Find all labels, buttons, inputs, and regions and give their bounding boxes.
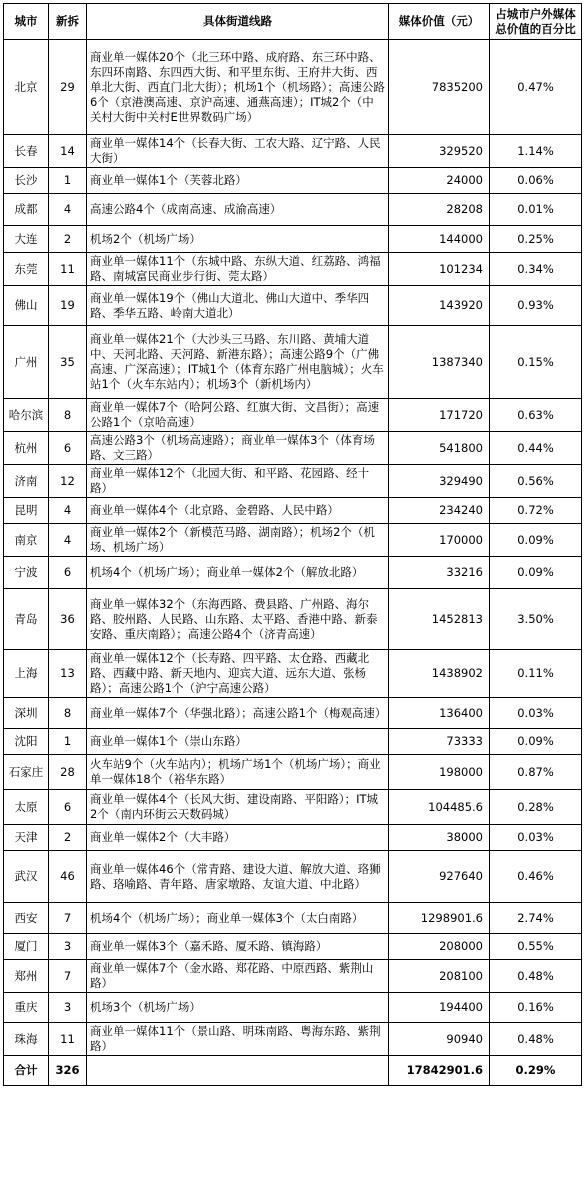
cell-count: 11 <box>49 253 87 286</box>
cell-value: 194400 <box>389 993 490 1023</box>
cell-pct: 0.11% <box>490 650 582 698</box>
cell-city: 厦门 <box>4 934 49 960</box>
cell-count: 35 <box>49 326 87 399</box>
header-row <box>4 4 582 40</box>
table-row <box>4 825 582 851</box>
cell-city: 长沙 <box>4 168 49 194</box>
cell-value: 1298901.6 <box>389 903 490 934</box>
cell-value: 136400 <box>389 698 490 729</box>
cell-pct: 0.44% <box>490 432 582 465</box>
cell-city: 宁波 <box>4 557 49 589</box>
total-cell-routes <box>87 1056 389 1086</box>
cell-count: 46 <box>49 851 87 903</box>
table-row <box>4 253 582 286</box>
table-row <box>4 135 582 168</box>
cell-count: 7 <box>49 960 87 993</box>
cell-city: 南京 <box>4 524 49 557</box>
table-row <box>4 993 582 1023</box>
cell-count: 28 <box>49 755 87 790</box>
cell-count: 3 <box>49 993 87 1023</box>
cell-count: 7 <box>49 903 87 934</box>
cell-pct: 0.87% <box>490 755 582 790</box>
table-row <box>4 790 582 825</box>
cell-routes: 商业单一媒体20个（北三环中路、成府路、东三环中路、东四环南路、东四西大街、和平里东街、王府井大街、西单北大街、西直门北大街）；机场1个（机场路）；高速公路6个（京港澳高速、京沪高速、通燕高速）；IT城2个（中关村大街中关村E世界数码广场） <box>87 40 389 135</box>
cell-pct: 0.47% <box>490 40 582 135</box>
cell-pct: 0.06% <box>490 168 582 194</box>
total-cell-count: 326 <box>49 1056 87 1086</box>
table-row <box>4 960 582 993</box>
cell-value: 1387340 <box>389 326 490 399</box>
cell-count: 3 <box>49 934 87 960</box>
cell-pct: 0.55% <box>490 934 582 960</box>
cell-city: 郑州 <box>4 960 49 993</box>
cell-city: 西安 <box>4 903 49 934</box>
cell-city: 珠海 <box>4 1023 49 1056</box>
cell-routes: 商业单一媒体12个（长寿路、四平路、太仓路、西藏北路、西藏中路、新天地内、迎宾大道、远东大道、张杨路）；高速公路1个（沪宁高速公路） <box>87 650 389 698</box>
table-row <box>4 226 582 253</box>
cell-pct: 0.28% <box>490 790 582 825</box>
cell-routes: 商业单一媒体7个（金水路、郑花路、中原西路、紫荆山路） <box>87 960 389 993</box>
cell-city: 太原 <box>4 790 49 825</box>
total-cell-pct: 0.29% <box>490 1056 582 1086</box>
header-count: 新拆 <box>49 4 87 40</box>
cell-pct: 0.56% <box>490 465 582 498</box>
cell-count: 8 <box>49 399 87 432</box>
cell-pct: 1.14% <box>490 135 582 168</box>
cell-routes: 商业单一媒体19个（佛山大道北、佛山大道中、季华四路、季华五路、岭南大道北） <box>87 286 389 326</box>
cell-pct: 0.09% <box>490 524 582 557</box>
cell-routes: 商业单一媒体1个（崇山东路） <box>87 729 389 755</box>
cell-value: 198000 <box>389 755 490 790</box>
cell-pct: 3.50% <box>490 589 582 650</box>
table-row <box>4 432 582 465</box>
cell-city: 广州 <box>4 326 49 399</box>
cell-routes: 商业单一媒体21个（大沙头三马路、东川路、黄埔大道中、天河北路、天河路、新港东路）；高速公路9个（广佛高速、广深高速）；IT城1个（体育东路广州电脑城）；火车站1个（火车东站内）；机场3个（新机场内） <box>87 326 389 399</box>
table-row <box>4 286 582 326</box>
cell-routes: 机场4个（机场广场）；商业单一媒体3个（太白南路） <box>87 903 389 934</box>
cell-city: 武汉 <box>4 851 49 903</box>
cell-routes: 机场3个（机场广场） <box>87 993 389 1023</box>
cell-city: 深圳 <box>4 698 49 729</box>
cell-value: 24000 <box>389 168 490 194</box>
cell-routes: 商业单一媒体11个（东城中路、东纵大道、红荔路、鸿福路、南城富民商业步行街、莞太路） <box>87 253 389 286</box>
cell-routes: 商业单一媒体12个（北园大街、和平路、花园路、经十路） <box>87 465 389 498</box>
cell-value: 7835200 <box>389 40 490 135</box>
cell-value: 927640 <box>389 851 490 903</box>
cell-pct: 0.01% <box>490 194 582 226</box>
table-row <box>4 698 582 729</box>
cell-pct: 0.72% <box>490 498 582 524</box>
total-cell-city: 合计 <box>4 1056 49 1086</box>
cell-value: 208100 <box>389 960 490 993</box>
cell-pct: 0.16% <box>490 993 582 1023</box>
media-table-container <box>3 3 582 1086</box>
cell-count: 29 <box>49 40 87 135</box>
cell-value: 73333 <box>389 729 490 755</box>
cell-pct: 0.25% <box>490 226 582 253</box>
cell-value: 541800 <box>389 432 490 465</box>
table-row <box>4 465 582 498</box>
cell-city: 石家庄 <box>4 755 49 790</box>
cell-routes: 商业单一媒体7个（哈阿公路、红旗大街、文昌街）；高速公路1个（京哈高速） <box>87 399 389 432</box>
cell-routes: 商业单一媒体32个（东海西路、费县路、广州路、海尔路、胶州路、人民路、山东路、太平路、香港中路、新泰安路、重庆南路）；高速公路4个（济青高速） <box>87 589 389 650</box>
cell-pct: 0.48% <box>490 1023 582 1056</box>
cell-count: 4 <box>49 194 87 226</box>
media-table <box>3 3 582 1086</box>
cell-pct: 0.09% <box>490 729 582 755</box>
cell-pct: 0.09% <box>490 557 582 589</box>
cell-routes: 火车站9个（火车站内）；机场广场1个（机场广场）；商业单一媒体18个（裕华东路） <box>87 755 389 790</box>
table-row <box>4 903 582 934</box>
header-routes: 具体街道线路 <box>87 4 389 40</box>
cell-count: 11 <box>49 1023 87 1056</box>
cell-count: 6 <box>49 790 87 825</box>
cell-city: 佛山 <box>4 286 49 326</box>
cell-value: 329520 <box>389 135 490 168</box>
cell-count: 12 <box>49 465 87 498</box>
table-row <box>4 729 582 755</box>
cell-routes: 商业单一媒体2个（新模范马路、湖南路）；机场2个（机场、机场广场） <box>87 524 389 557</box>
cell-routes: 商业单一媒体46个（常青路、建设大道、解放大道、珞狮路、珞喻路、青年路、唐家墩路、友谊大道、中北路） <box>87 851 389 903</box>
table-row <box>4 326 582 399</box>
cell-routes: 商业单一媒体4个（北京路、金碧路、人民中路） <box>87 498 389 524</box>
cell-value: 170000 <box>389 524 490 557</box>
header-pct-line1: 占城市户外媒体 <box>495 6 576 21</box>
cell-routes: 商业单一媒体2个（大丰路） <box>87 825 389 851</box>
cell-routes: 机场4个（机场广场）；商业单一媒体2个（解放北路） <box>87 557 389 589</box>
cell-city: 东莞 <box>4 253 49 286</box>
cell-value: 171720 <box>389 399 490 432</box>
cell-value: 101234 <box>389 253 490 286</box>
header-pct <box>490 4 582 40</box>
cell-routes: 高速公路4个（成南高速、成渝高速） <box>87 194 389 226</box>
cell-city: 长春 <box>4 135 49 168</box>
cell-pct: 0.48% <box>490 960 582 993</box>
header-value: 媒体价值（元） <box>389 4 490 40</box>
cell-routes: 机场2个（机场广场） <box>87 226 389 253</box>
cell-pct: 0.93% <box>490 286 582 326</box>
table-row <box>4 168 582 194</box>
cell-city: 济南 <box>4 465 49 498</box>
cell-city: 大连 <box>4 226 49 253</box>
cell-value: 234240 <box>389 498 490 524</box>
cell-city: 天津 <box>4 825 49 851</box>
cell-city: 哈尔滨 <box>4 399 49 432</box>
table-row <box>4 650 582 698</box>
table-row <box>4 557 582 589</box>
cell-routes: 商业单一媒体14个（长春大街、工农大路、辽宁路、人民大街） <box>87 135 389 168</box>
cell-count: 8 <box>49 698 87 729</box>
cell-count: 2 <box>49 226 87 253</box>
header-pct-line2: 总价值的百分比 <box>495 21 576 36</box>
cell-value: 1438902 <box>389 650 490 698</box>
cell-pct: 0.03% <box>490 825 582 851</box>
header-city: 城市 <box>4 4 49 40</box>
cell-routes: 高速公路3个（机场高速路）；商业单一媒体3个（体育场路、文三路） <box>87 432 389 465</box>
table-row <box>4 498 582 524</box>
cell-city: 上海 <box>4 650 49 698</box>
cell-value: 1452813 <box>389 589 490 650</box>
table-row <box>4 755 582 790</box>
cell-city: 北京 <box>4 40 49 135</box>
cell-count: 6 <box>49 557 87 589</box>
cell-city: 昆明 <box>4 498 49 524</box>
cell-city: 杭州 <box>4 432 49 465</box>
cell-count: 1 <box>49 729 87 755</box>
cell-pct: 0.34% <box>490 253 582 286</box>
table-row <box>4 1023 582 1056</box>
table-row <box>4 40 582 135</box>
cell-count: 2 <box>49 825 87 851</box>
cell-value: 28208 <box>389 194 490 226</box>
cell-routes: 商业单一媒体3个（嘉禾路、厦禾路、镇海路） <box>87 934 389 960</box>
cell-value: 33216 <box>389 557 490 589</box>
table-row <box>4 851 582 903</box>
cell-city: 重庆 <box>4 993 49 1023</box>
cell-count: 14 <box>49 135 87 168</box>
cell-count: 1 <box>49 168 87 194</box>
cell-routes: 商业单一媒体1个（芙蓉北路） <box>87 168 389 194</box>
cell-city: 青岛 <box>4 589 49 650</box>
cell-city: 沈阳 <box>4 729 49 755</box>
table-row <box>4 399 582 432</box>
cell-city: 成都 <box>4 194 49 226</box>
cell-count: 4 <box>49 498 87 524</box>
cell-pct: 2.74% <box>490 903 582 934</box>
table-row <box>4 934 582 960</box>
cell-value: 90940 <box>389 1023 490 1056</box>
cell-count: 4 <box>49 524 87 557</box>
cell-count: 6 <box>49 432 87 465</box>
table-body <box>4 40 582 1086</box>
cell-value: 144000 <box>389 226 490 253</box>
total-row <box>4 1056 582 1086</box>
cell-value: 208000 <box>389 934 490 960</box>
cell-routes: 商业单一媒体11个（景山路、明珠南路、粤海东路、紫荆路） <box>87 1023 389 1056</box>
table-row <box>4 524 582 557</box>
table-row <box>4 589 582 650</box>
cell-routes: 商业单一媒体7个（华强北路）；高速公路1个（梅观高速） <box>87 698 389 729</box>
cell-pct: 0.03% <box>490 698 582 729</box>
cell-count: 13 <box>49 650 87 698</box>
cell-pct: 0.46% <box>490 851 582 903</box>
cell-pct: 0.63% <box>490 399 582 432</box>
cell-value: 329490 <box>389 465 490 498</box>
cell-count: 19 <box>49 286 87 326</box>
total-cell-value: 17842901.6 <box>389 1056 490 1086</box>
cell-routes: 商业单一媒体4个（长风大街、建设南路、平阳路）；IT城2个（南内环街云天数码城） <box>87 790 389 825</box>
table-row <box>4 194 582 226</box>
cell-pct: 0.15% <box>490 326 582 399</box>
cell-value: 104485.6 <box>389 790 490 825</box>
cell-count: 36 <box>49 589 87 650</box>
cell-value: 143920 <box>389 286 490 326</box>
cell-value: 38000 <box>389 825 490 851</box>
